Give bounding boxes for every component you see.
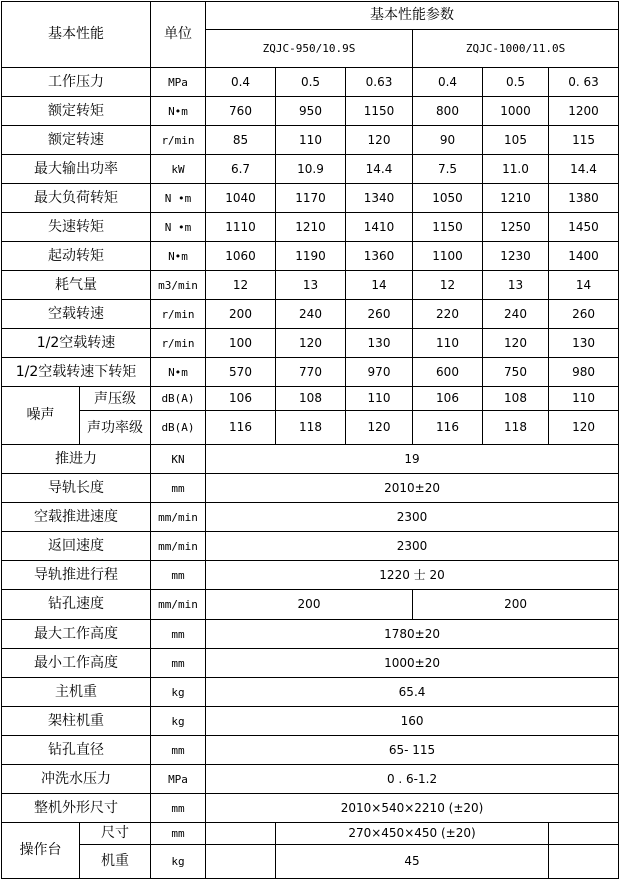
noise-sub-label: 声功率级	[80, 411, 151, 445]
table-row	[2, 126, 619, 155]
row-value: 1100	[413, 242, 483, 271]
table-row	[2, 620, 619, 649]
row-label: 失速转矩	[2, 213, 151, 242]
table-row	[2, 97, 619, 126]
row-label: 额定转矩	[2, 97, 151, 126]
row-value: 1220 士 20	[206, 561, 619, 590]
table-row	[2, 155, 619, 184]
row-unit: N•m	[151, 358, 206, 387]
row-unit: kg	[151, 707, 206, 736]
row-label: 整机外形尺寸	[2, 794, 151, 823]
table-row	[2, 823, 619, 845]
row-label: 空载推进速度	[2, 503, 151, 532]
row-value: 1040	[206, 184, 276, 213]
row-value: 240	[276, 300, 346, 329]
empty-cell	[206, 845, 276, 879]
row-unit: dB(A)	[151, 387, 206, 411]
empty-cell	[549, 823, 619, 845]
console-group-label: 操作台	[2, 823, 80, 879]
empty-cell	[206, 823, 276, 845]
table-row	[2, 794, 619, 823]
row-value: 110	[413, 329, 483, 358]
row-value: 220	[413, 300, 483, 329]
row-label: 导轨长度	[2, 474, 151, 503]
row-label: 返回速度	[2, 532, 151, 561]
row-value: 118	[483, 411, 549, 445]
row-label: 冲洗水压力	[2, 765, 151, 794]
row-value: 770	[276, 358, 346, 387]
row-value: 11.0	[483, 155, 549, 184]
model-name: ZQJC-950/10.9S	[206, 30, 413, 68]
noise-group-label: 噪声	[2, 387, 80, 445]
row-value: 120	[276, 329, 346, 358]
row-unit: KN	[151, 445, 206, 474]
row-value: 2010×540×2210 (±20)	[206, 794, 619, 823]
row-value: 108	[483, 387, 549, 411]
row-unit: mm	[151, 794, 206, 823]
header-performance: 基本性能	[2, 2, 151, 68]
table-row	[2, 649, 619, 678]
row-value: 760	[206, 97, 276, 126]
table-row	[2, 678, 619, 707]
row-value: 970	[346, 358, 413, 387]
row-unit: N •m	[151, 184, 206, 213]
row-value: 1060	[206, 242, 276, 271]
table-row	[2, 68, 619, 97]
row-unit: MPa	[151, 765, 206, 794]
row-unit: mm	[151, 736, 206, 765]
table-row	[2, 329, 619, 358]
console-sub-label: 机重	[80, 845, 151, 879]
row-value: 14	[346, 271, 413, 300]
row-unit: MPa	[151, 68, 206, 97]
row-label: 最小工作高度	[2, 649, 151, 678]
row-value: 950	[276, 97, 346, 126]
header-unit: 单位	[151, 2, 206, 68]
row-value: 2300	[206, 532, 619, 561]
row-value: 160	[206, 707, 619, 736]
table-row	[2, 503, 619, 532]
table-row	[2, 765, 619, 794]
row-label: 空载转速	[2, 300, 151, 329]
model-name: ZQJC-1000/11.0S	[413, 30, 619, 68]
row-value: 65- 115	[206, 736, 619, 765]
row-value: 800	[413, 97, 483, 126]
row-value: 110	[276, 126, 346, 155]
row-unit: mm	[151, 474, 206, 503]
row-value: 200	[206, 300, 276, 329]
row-value: 1150	[413, 213, 483, 242]
table-row	[2, 387, 619, 411]
header-params: 基本性能参数	[206, 2, 619, 30]
row-value: 0.63	[346, 68, 413, 97]
table-row	[2, 590, 619, 620]
row-label: 耗气量	[2, 271, 151, 300]
table-row	[2, 532, 619, 561]
row-label: 1/2空载转速	[2, 329, 151, 358]
row-value: 12	[206, 271, 276, 300]
row-value: 12	[413, 271, 483, 300]
row-value: 270×450×450 (±20)	[276, 823, 549, 845]
row-value: 0. 63	[549, 68, 619, 97]
row-unit: N•m	[151, 97, 206, 126]
row-value: 2010±20	[206, 474, 619, 503]
row-unit: mm	[151, 649, 206, 678]
row-value: 106	[206, 387, 276, 411]
row-value: 260	[346, 300, 413, 329]
row-value: 120	[346, 126, 413, 155]
console-sub-label: 尺寸	[80, 823, 151, 845]
row-label: 架柱机重	[2, 707, 151, 736]
row-value: 85	[206, 126, 276, 155]
row-value: 1150	[346, 97, 413, 126]
row-value: 106	[413, 387, 483, 411]
row-value: 1230	[483, 242, 549, 271]
row-unit: mm/min	[151, 503, 206, 532]
row-value: 240	[483, 300, 549, 329]
row-value: 0.5	[483, 68, 549, 97]
row-label: 导轨推进行程	[2, 561, 151, 590]
row-value: 1210	[276, 213, 346, 242]
row-unit: r/min	[151, 126, 206, 155]
row-unit: mm	[151, 561, 206, 590]
row-unit: kg	[151, 845, 206, 879]
row-value: 1450	[549, 213, 619, 242]
row-value: 1400	[549, 242, 619, 271]
row-label: 工作压力	[2, 68, 151, 97]
row-value: 1190	[276, 242, 346, 271]
row-value: 600	[413, 358, 483, 387]
row-value: 116	[206, 411, 276, 445]
row-label: 主机重	[2, 678, 151, 707]
row-value: 120	[549, 411, 619, 445]
row-unit: N •m	[151, 213, 206, 242]
table-row	[2, 271, 619, 300]
row-unit: mm	[151, 823, 206, 845]
row-value: 1360	[346, 242, 413, 271]
table-row	[2, 736, 619, 765]
table-row	[2, 474, 619, 503]
row-value: 200	[206, 590, 413, 620]
row-unit: r/min	[151, 300, 206, 329]
row-value: 120	[483, 329, 549, 358]
row-value: 45	[276, 845, 549, 879]
row-unit: mm/min	[151, 532, 206, 561]
noise-sub-label: 声压级	[80, 387, 151, 411]
row-label: 最大输出功率	[2, 155, 151, 184]
row-label: 推进力	[2, 445, 151, 474]
row-label: 钻孔直径	[2, 736, 151, 765]
row-value: 14	[549, 271, 619, 300]
table-row	[2, 242, 619, 271]
performance-table	[1, 1, 619, 879]
row-value: 1000±20	[206, 649, 619, 678]
row-value: 14.4	[346, 155, 413, 184]
row-value: 116	[413, 411, 483, 445]
row-value: 1410	[346, 213, 413, 242]
row-unit: kW	[151, 155, 206, 184]
row-value: 1050	[413, 184, 483, 213]
row-label: 1/2空载转速下转矩	[2, 358, 151, 387]
row-value: 105	[483, 126, 549, 155]
row-value: 120	[346, 411, 413, 445]
row-value: 980	[549, 358, 619, 387]
row-value: 110	[346, 387, 413, 411]
row-value: 13	[276, 271, 346, 300]
row-unit: mm/min	[151, 590, 206, 620]
table-row	[2, 411, 619, 445]
row-value: 200	[413, 590, 619, 620]
table-row	[2, 561, 619, 590]
row-value: 13	[483, 271, 549, 300]
row-value: 90	[413, 126, 483, 155]
row-value: 130	[549, 329, 619, 358]
row-value: 570	[206, 358, 276, 387]
row-value: 118	[276, 411, 346, 445]
row-value: 7.5	[413, 155, 483, 184]
table-row	[2, 184, 619, 213]
row-label: 起动转矩	[2, 242, 151, 271]
row-value: 6.7	[206, 155, 276, 184]
row-value: 1000	[483, 97, 549, 126]
row-value: 130	[346, 329, 413, 358]
row-value: 0.4	[206, 68, 276, 97]
row-value: 1110	[206, 213, 276, 242]
table-row	[2, 300, 619, 329]
row-value: 65.4	[206, 678, 619, 707]
row-unit: r/min	[151, 329, 206, 358]
row-label: 钻孔速度	[2, 590, 151, 620]
row-value: 1170	[276, 184, 346, 213]
row-unit: m3/min	[151, 271, 206, 300]
row-value: 0.4	[413, 68, 483, 97]
table-row	[2, 213, 619, 242]
row-label: 最大工作高度	[2, 620, 151, 649]
row-value: 108	[276, 387, 346, 411]
row-value: 2300	[206, 503, 619, 532]
row-value: 1780±20	[206, 620, 619, 649]
row-value: 110	[549, 387, 619, 411]
row-value: 100	[206, 329, 276, 358]
row-value: 19	[206, 445, 619, 474]
row-value: 14.4	[549, 155, 619, 184]
row-label: 最大负荷转矩	[2, 184, 151, 213]
row-value: 1200	[549, 97, 619, 126]
table-row	[2, 445, 619, 474]
row-value: 0.5	[276, 68, 346, 97]
row-unit: dB(A)	[151, 411, 206, 445]
empty-cell	[549, 845, 619, 879]
row-value: 1210	[483, 184, 549, 213]
row-value: 10.9	[276, 155, 346, 184]
table-row	[2, 707, 619, 736]
row-value: 260	[549, 300, 619, 329]
row-value: 115	[549, 126, 619, 155]
row-unit: kg	[151, 678, 206, 707]
row-value: 1380	[549, 184, 619, 213]
table-row	[2, 845, 619, 879]
row-value: 0 . 6-1.2	[206, 765, 619, 794]
table-row	[2, 358, 619, 387]
row-unit: N•m	[151, 242, 206, 271]
row-value: 1340	[346, 184, 413, 213]
row-value: 750	[483, 358, 549, 387]
row-label: 额定转速	[2, 126, 151, 155]
row-unit: mm	[151, 620, 206, 649]
row-value: 1250	[483, 213, 549, 242]
